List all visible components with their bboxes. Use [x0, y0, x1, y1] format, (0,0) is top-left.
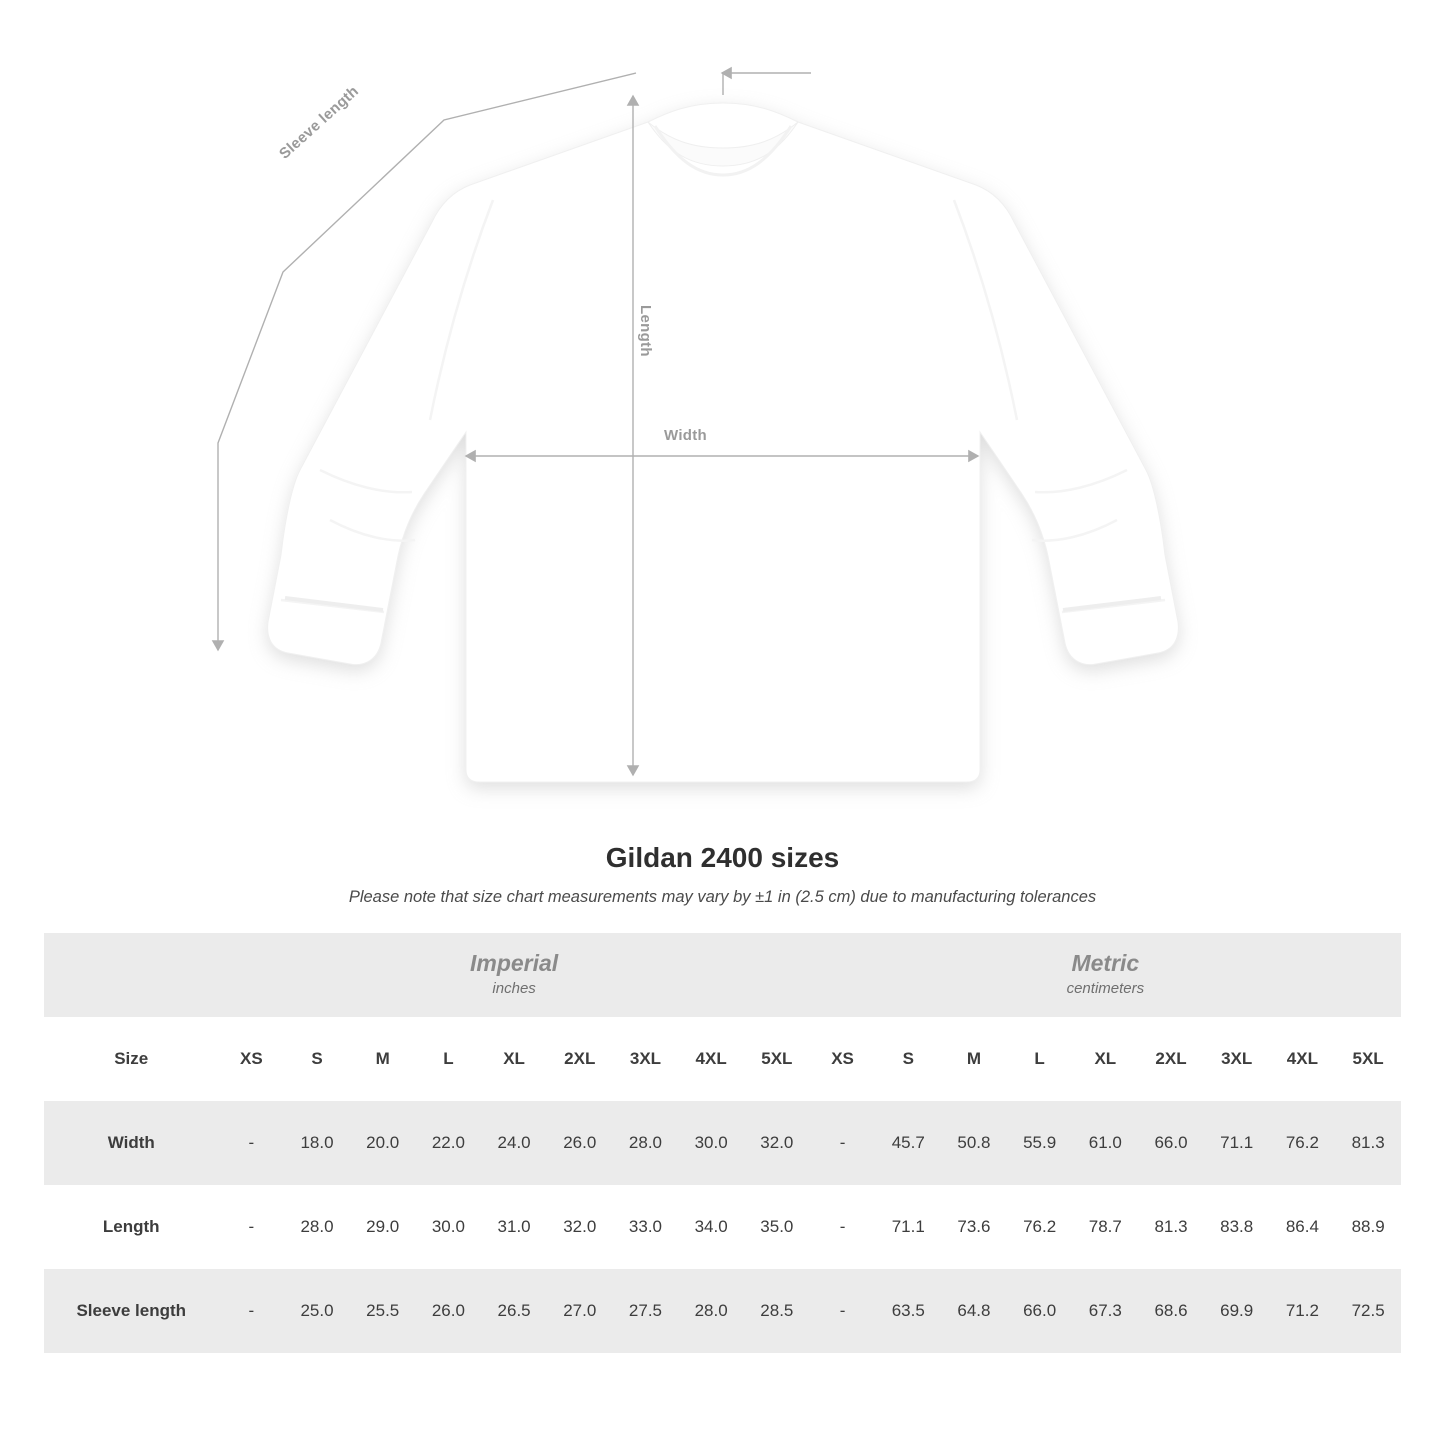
- cell-length: 83.8: [1204, 1185, 1270, 1269]
- cell-width: 28.0: [613, 1101, 679, 1185]
- size-col-header: XS: [810, 1017, 876, 1101]
- cell-sleeve: -: [810, 1269, 876, 1353]
- metric-unit-cell: [810, 933, 1401, 1017]
- cell-sleeve: 26.5: [481, 1269, 547, 1353]
- width-label: Width: [664, 427, 708, 444]
- row-label-length: Length: [44, 1185, 218, 1269]
- cell-length: 28.0: [284, 1185, 350, 1269]
- table-row: [44, 1101, 1401, 1185]
- length-label: Length: [637, 305, 654, 357]
- cell-sleeve: 67.3: [1072, 1269, 1138, 1353]
- size-col-header: 3XL: [1204, 1017, 1270, 1101]
- cell-width: 71.1: [1204, 1101, 1270, 1185]
- metric-title: Metric: [1071, 949, 1140, 976]
- size-col-header: 5XL: [1335, 1017, 1401, 1101]
- cell-width: 55.9: [1007, 1101, 1073, 1185]
- size-col-header: 2XL: [1138, 1017, 1204, 1101]
- cell-sleeve: 68.6: [1138, 1269, 1204, 1353]
- cell-length: 35.0: [744, 1185, 810, 1269]
- title-block: [0, 842, 1445, 907]
- cell-sleeve: 66.0: [1007, 1269, 1073, 1353]
- size-col-header: 4XL: [1270, 1017, 1336, 1101]
- size-col-header: M: [941, 1017, 1007, 1101]
- cell-length: 73.6: [941, 1185, 1007, 1269]
- cell-width: 50.8: [941, 1101, 1007, 1185]
- cell-sleeve: 28.5: [744, 1269, 810, 1353]
- cell-length: 33.0: [613, 1185, 679, 1269]
- size-col-header: S: [284, 1017, 350, 1101]
- size-header-label: Size: [44, 1017, 218, 1101]
- cell-length: 31.0: [481, 1185, 547, 1269]
- size-col-header: 5XL: [744, 1017, 810, 1101]
- imperial-unit-cell: [218, 933, 809, 1017]
- size-col-header: XL: [1072, 1017, 1138, 1101]
- cell-sleeve: 64.8: [941, 1269, 1007, 1353]
- cell-length: 30.0: [416, 1185, 482, 1269]
- cell-width: 45.7: [875, 1101, 941, 1185]
- cell-sleeve: -: [218, 1269, 284, 1353]
- cell-sleeve: 26.0: [416, 1269, 482, 1353]
- cell-width: 61.0: [1072, 1101, 1138, 1185]
- size-col-header: 4XL: [678, 1017, 744, 1101]
- size-col-header: L: [1007, 1017, 1073, 1101]
- cell-length: -: [218, 1185, 284, 1269]
- sleeve-length-label: Sleeve length: [276, 82, 363, 163]
- cell-length: 86.4: [1270, 1185, 1336, 1269]
- unit-header-row: [44, 933, 1401, 1017]
- cell-length: 71.1: [875, 1185, 941, 1269]
- cell-length: 76.2: [1007, 1185, 1073, 1269]
- cell-width: 18.0: [284, 1101, 350, 1185]
- size-col-header: S: [875, 1017, 941, 1101]
- cell-sleeve: 25.5: [350, 1269, 416, 1353]
- cell-sleeve: 71.2: [1270, 1269, 1336, 1353]
- cell-sleeve: 25.0: [284, 1269, 350, 1353]
- cell-sleeve: 69.9: [1204, 1269, 1270, 1353]
- cell-sleeve: 63.5: [875, 1269, 941, 1353]
- cell-width: 24.0: [481, 1101, 547, 1185]
- cell-width: 32.0: [744, 1101, 810, 1185]
- table-row: [44, 1269, 1401, 1353]
- metric-subtitle: centimeters: [1066, 980, 1145, 998]
- cell-width: 20.0: [350, 1101, 416, 1185]
- size-header-row: [44, 1017, 1401, 1101]
- cell-width: 81.3: [1335, 1101, 1401, 1185]
- row-label-width: Width: [44, 1101, 218, 1185]
- cell-length: 29.0: [350, 1185, 416, 1269]
- cell-length: 81.3: [1138, 1185, 1204, 1269]
- cell-sleeve: 28.0: [678, 1269, 744, 1353]
- cell-length: -: [810, 1185, 876, 1269]
- size-table-wrapper: [0, 933, 1445, 1353]
- size-col-header: 3XL: [613, 1017, 679, 1101]
- size-col-header: 2XL: [547, 1017, 613, 1101]
- cell-length: 78.7: [1072, 1185, 1138, 1269]
- size-table: [44, 933, 1401, 1353]
- cell-sleeve: 27.5: [613, 1269, 679, 1353]
- table-row: [44, 1185, 1401, 1269]
- unit-spacer: [44, 933, 218, 1017]
- tolerance-note: Please note that size chart measurements may vary by ±1 in (2.5 cm) due to manufacturing tolerances: [348, 888, 1097, 906]
- cell-width: -: [810, 1101, 876, 1185]
- row-label-sleeve-length: Sleeve length: [44, 1269, 218, 1353]
- cell-width: 66.0: [1138, 1101, 1204, 1185]
- size-col-header: XL: [481, 1017, 547, 1101]
- cell-width: 26.0: [547, 1101, 613, 1185]
- cell-length: 34.0: [678, 1185, 744, 1269]
- imperial-title: Imperial: [469, 949, 559, 976]
- cell-sleeve: 72.5: [1335, 1269, 1401, 1353]
- cell-width: 22.0: [416, 1101, 482, 1185]
- cell-length: 88.9: [1335, 1185, 1401, 1269]
- cell-width: -: [218, 1101, 284, 1185]
- size-col-header: M: [350, 1017, 416, 1101]
- imperial-subtitle: inches: [492, 980, 536, 998]
- cell-sleeve: 27.0: [547, 1269, 613, 1353]
- shirt-shape: [268, 103, 1179, 782]
- cell-width: 30.0: [678, 1101, 744, 1185]
- size-col-header: XS: [218, 1017, 284, 1101]
- cell-length: 32.0: [547, 1185, 613, 1269]
- chart-title: Gildan 2400 sizes: [605, 842, 840, 873]
- size-col-header: L: [416, 1017, 482, 1101]
- cell-width: 76.2: [1270, 1101, 1336, 1185]
